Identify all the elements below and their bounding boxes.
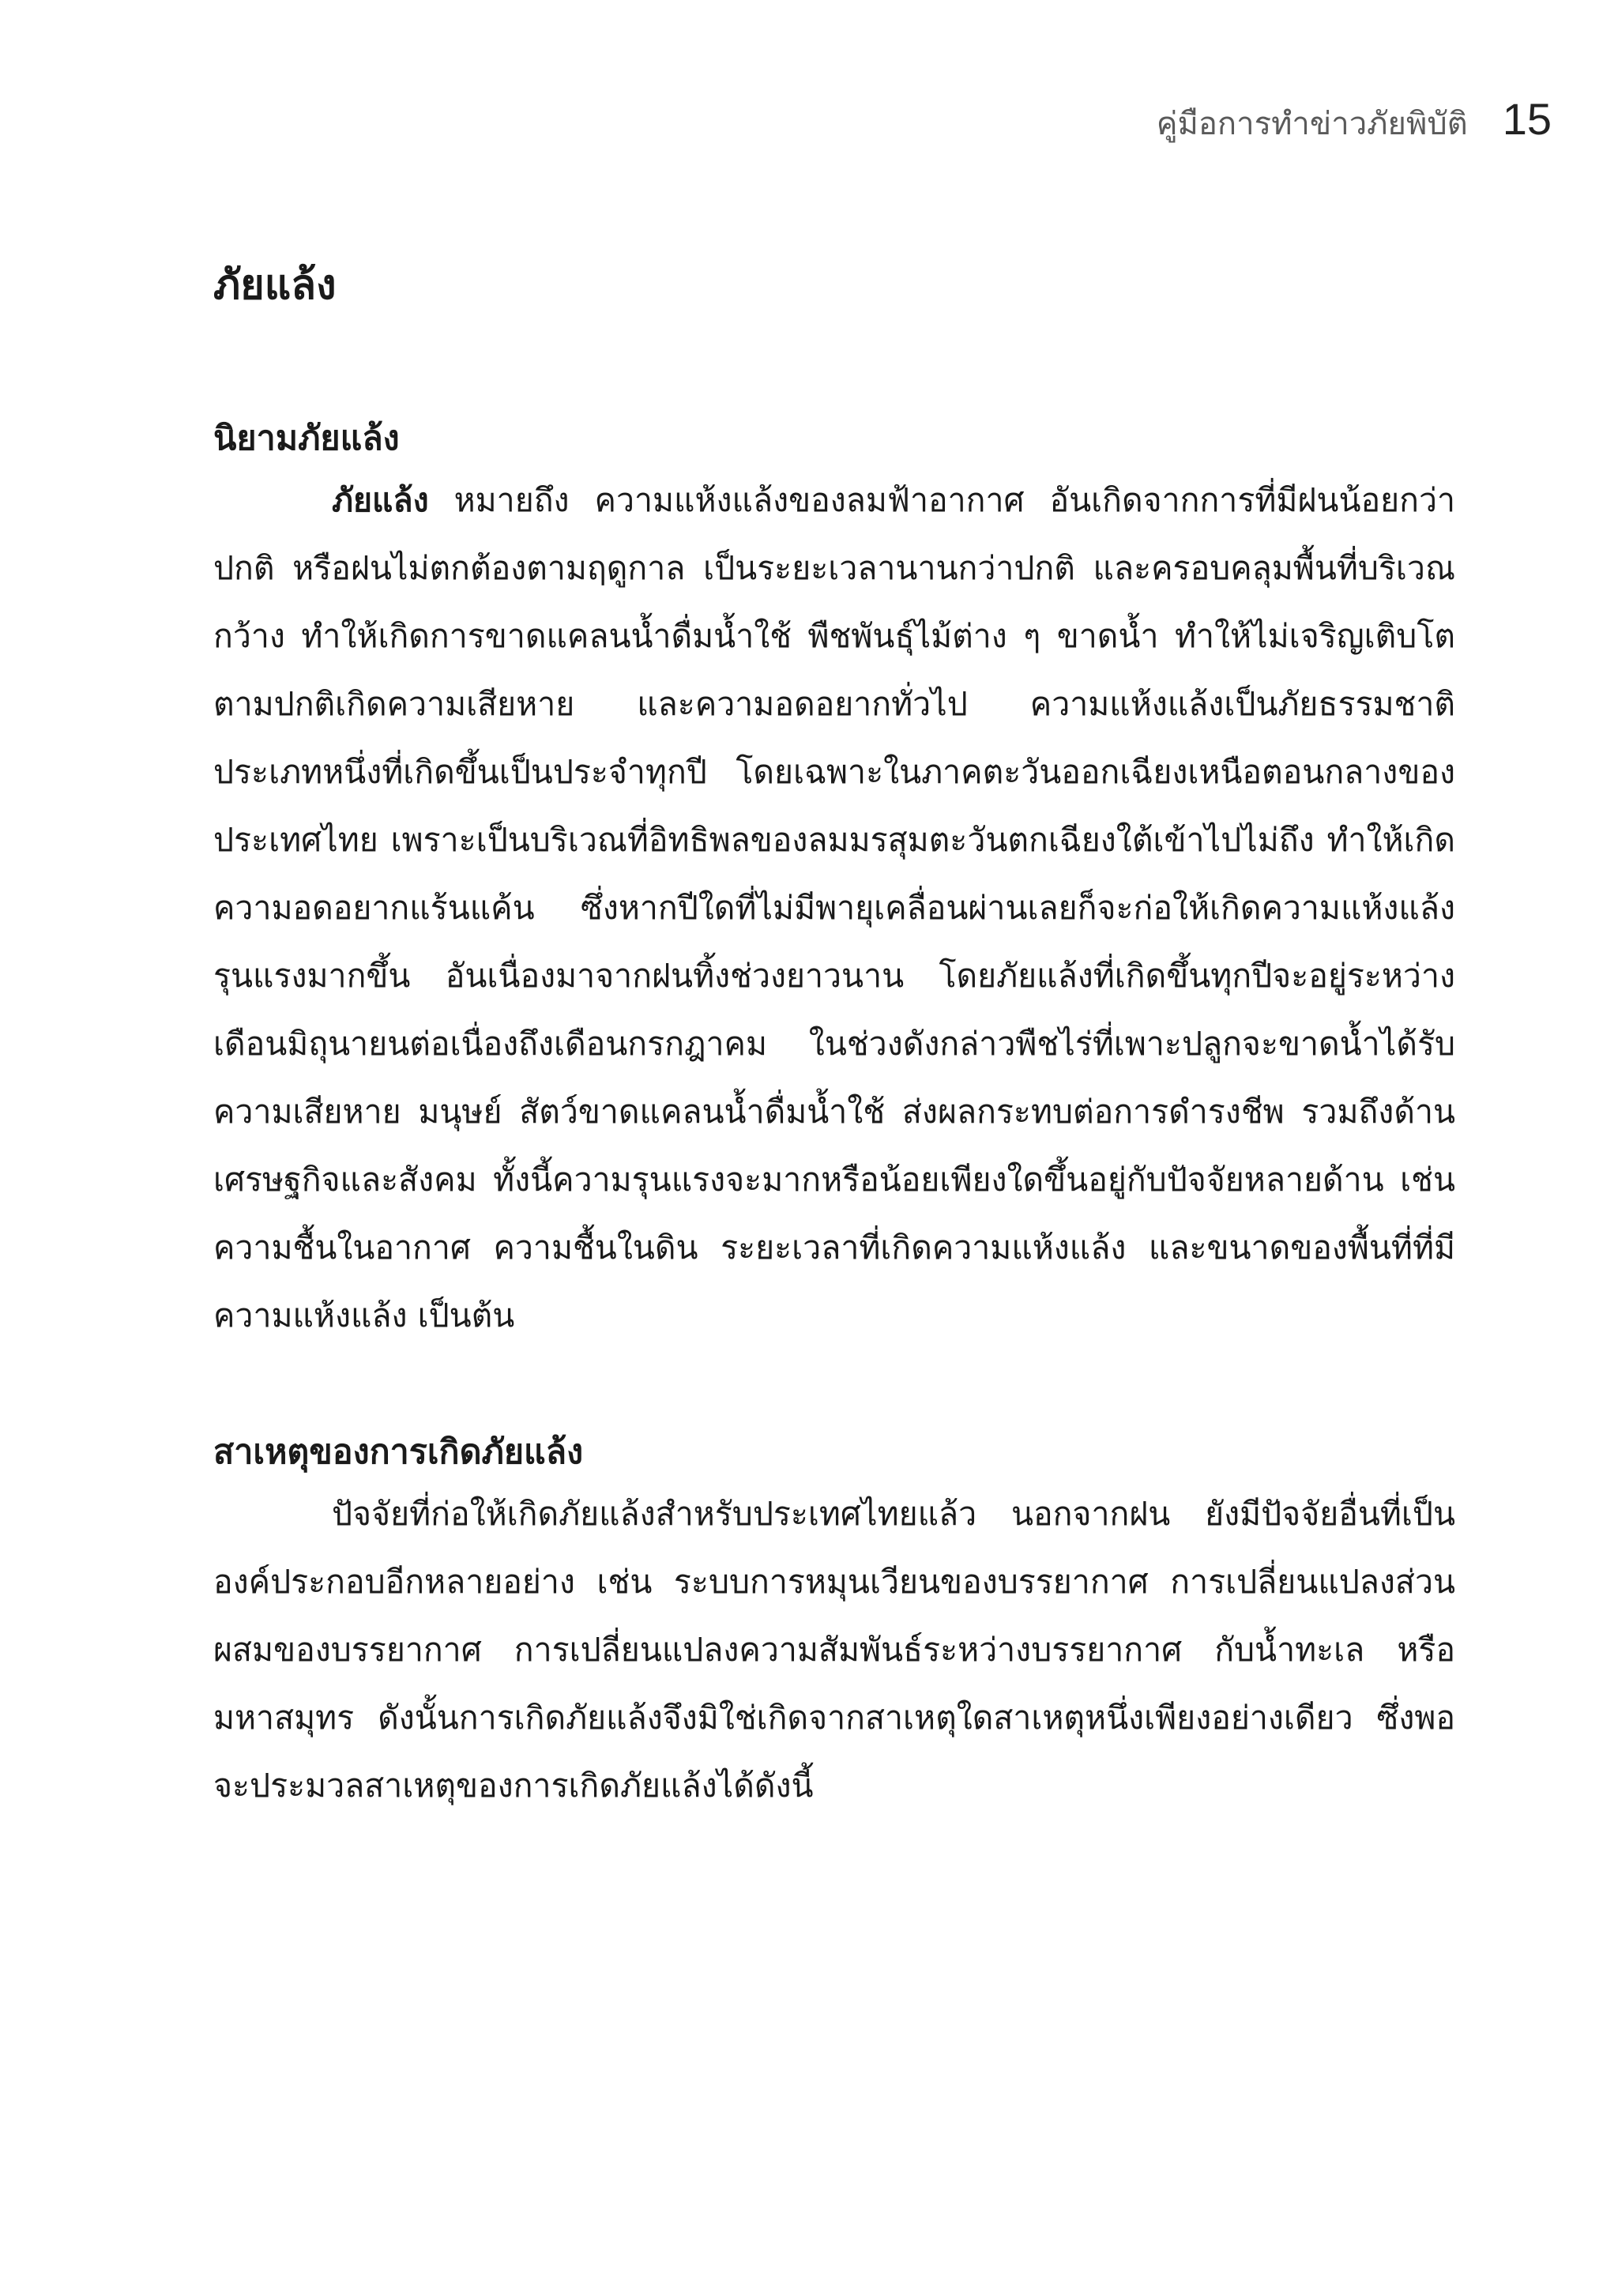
chapter-title: ภัยแล้ง [213, 262, 337, 309]
page-number: 15 [1502, 94, 1552, 144]
causes-paragraph: ปัจจัยที่ก่อให้เกิดภัยแล้งสำหรับประเทศไทยแล้ว นอกจากฝน ยังมีปัจจัยอื่นที่เป็นองค์ประกอบอีกหลายอย่าง เช่น ระบบการหมุนเวียนของบรรยากาศ การเปลี่ยนแปลงส่วนผสมของบรรยากาศ การเปลี่ยนแปลงความสัมพันธ์ระหว่างบรรยากาศ กับน้ำทะเล หรือมหาสมุทร ดังนั้นการเกิดภัยแล้งจึงมิใช่เกิดจากสาเหตุใดสาเหตุหนึ่งเพียงอย่างเดียว ซึ่งพอจะประมวลสาเหตุของการเกิดภัยแล้งได้ดังนี้ [213, 1494, 1455, 1805]
running-header [1157, 93, 1552, 149]
definition-paragraph [213, 466, 1455, 1349]
page-content [213, 237, 1455, 1820]
section-heading-definition: นิยามภัยแล้ง [213, 419, 400, 459]
running-title: คู่มือการทำข่าวภัยพิบัติ [1156, 106, 1468, 142]
definition-text: หมายถึง ความแห้งแล้งของลมฟ้าอากาศ อันเกิดจากการที่มีฝนน้อยกว่าปกติ หรือฝนไม่ตกต้องตามฤดูกาล เป็นระยะเวลานานกว่าปกติ และครอบคลุมพื้นที่บริเวณกว้าง ทำให้เกิดการขาดแคลนน้ำดื่มน้ำใช้ พืชพันธุ์ไม้ต่าง ๆ ขาดน้ำ ทำให้ไม่เจริญเติบโตตามปกติเกิดความเสียหาย และความอดอยากทั่วไป ความแห้งแล้งเป็นภัยธรรมชาติประเภทหนึ่งที่เกิดขึ้นเป็นประจำทุกปี โดยเฉพาะในภาคตะวันออกเฉียงเหนือตอนกลางของประเทศไทย เพราะเป็นบริเวณที่อิทธิพลของลมมรสุมตะวันตกเฉียงใต้เข้าไปไม่ถึง ทำให้เกิดความอดอยากแร้นแค้น ซึ่งหากปีใดที่ไม่มีพายุเคลื่อนผ่านเลยก็จะก่อให้เกิดความแห้งแล้งรุนแรงมากขึ้น อันเนื่องมาจากฝนทิ้งช่วงยาวนาน โดยภัยแล้งที่เกิดขึ้นทุกปีจะอยู่ระหว่างเดือนมิถุนายนต่อเนื่องถึงเดือนกรกฎาคม ในช่วงดังกล่าวพืชไร่ที่เพาะปลูกจะขาดน้ำได้รับความเสียหาย มนุษย์ สัตว์ขาดแคลนน้ำดื่มน้ำใช้ ส่งผลกระทบต่อการดำรงชีพ รวมถึงด้านเศรษฐกิจและสังคม ทั้งนี้ความรุนแรงจะมากหรือน้อยเพียงใดขึ้นอยู่กับปัจจัยหลายด้าน เช่น ความชื้นในอากาศ ความชื้นในดิน ระยะเวลาที่เกิดความแห้งแล้ง และขนาดของพื้นที่ที่มีความแห้งแล้ง เป็นต้น [213, 480, 1455, 1334]
section-heading-causes: สาเหตุของการเกิดภัยแล้ง [213, 1432, 584, 1472]
defined-term: ภัยแล้ง [332, 480, 429, 519]
